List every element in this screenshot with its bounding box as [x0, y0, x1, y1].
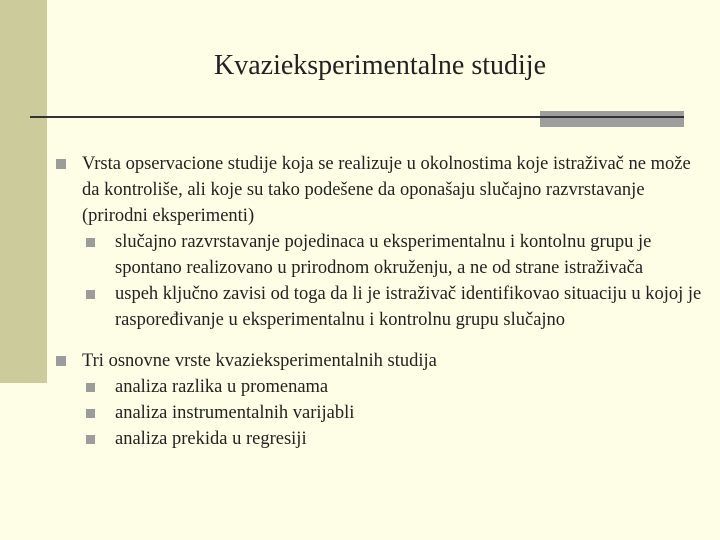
sidebar-decoration-bottom — [0, 117, 47, 383]
sub-bullet-item — [52, 426, 712, 452]
sub-bullet-text: analiza prekida u regresiji — [115, 429, 307, 449]
square-bullet-icon — [86, 409, 95, 418]
sub-bullet-item — [52, 400, 712, 426]
sub-bullet-text: slučajno razvrstavanje pojedinaca u eksperimentalnu i kontolnu grupu je spontano realizovano u prirodnom okruženju, a ne od strane istraživača — [115, 232, 652, 278]
sub-bullet-text: analiza razlika u promenama — [115, 377, 329, 397]
square-bullet-icon — [56, 159, 66, 169]
sub-bullet-text: uspeh ključno zavisi od toga da li je istraživač identifikovao situaciju u kojoj je raspoređivanje u eksperimentalnu i kontrolnu grupu slučajno — [115, 284, 702, 330]
title-rule-accent — [540, 111, 684, 127]
square-bullet-icon — [86, 435, 95, 444]
slide-content — [52, 151, 712, 452]
bullet-text: Tri osnovne vrste kvazieksperimentalnih studija — [82, 351, 437, 371]
slide-title: Kvazieksperimentalne studije — [214, 50, 546, 81]
square-bullet-icon — [86, 383, 95, 392]
bullet-item — [52, 348, 712, 374]
title-rule — [30, 116, 684, 118]
sidebar-decoration-top — [0, 0, 47, 117]
sub-bullet-item — [52, 281, 712, 333]
square-bullet-icon — [86, 238, 95, 247]
bullet-text: Vrsta opservacione studije koja se realizuje u okolnostima koje istraživač ne može da kontroliše, ali koje su tako podešene da oponašaju slučajno razvrstavanje (prirodni eksperimenti) — [82, 154, 691, 226]
square-bullet-icon — [86, 290, 95, 299]
sub-bullet-item — [52, 374, 712, 400]
square-bullet-icon — [56, 356, 66, 366]
sub-bullet-item — [52, 229, 712, 281]
bullet-item — [52, 151, 712, 229]
sub-bullet-text: analiza instrumentalnih varijabli — [115, 403, 355, 423]
